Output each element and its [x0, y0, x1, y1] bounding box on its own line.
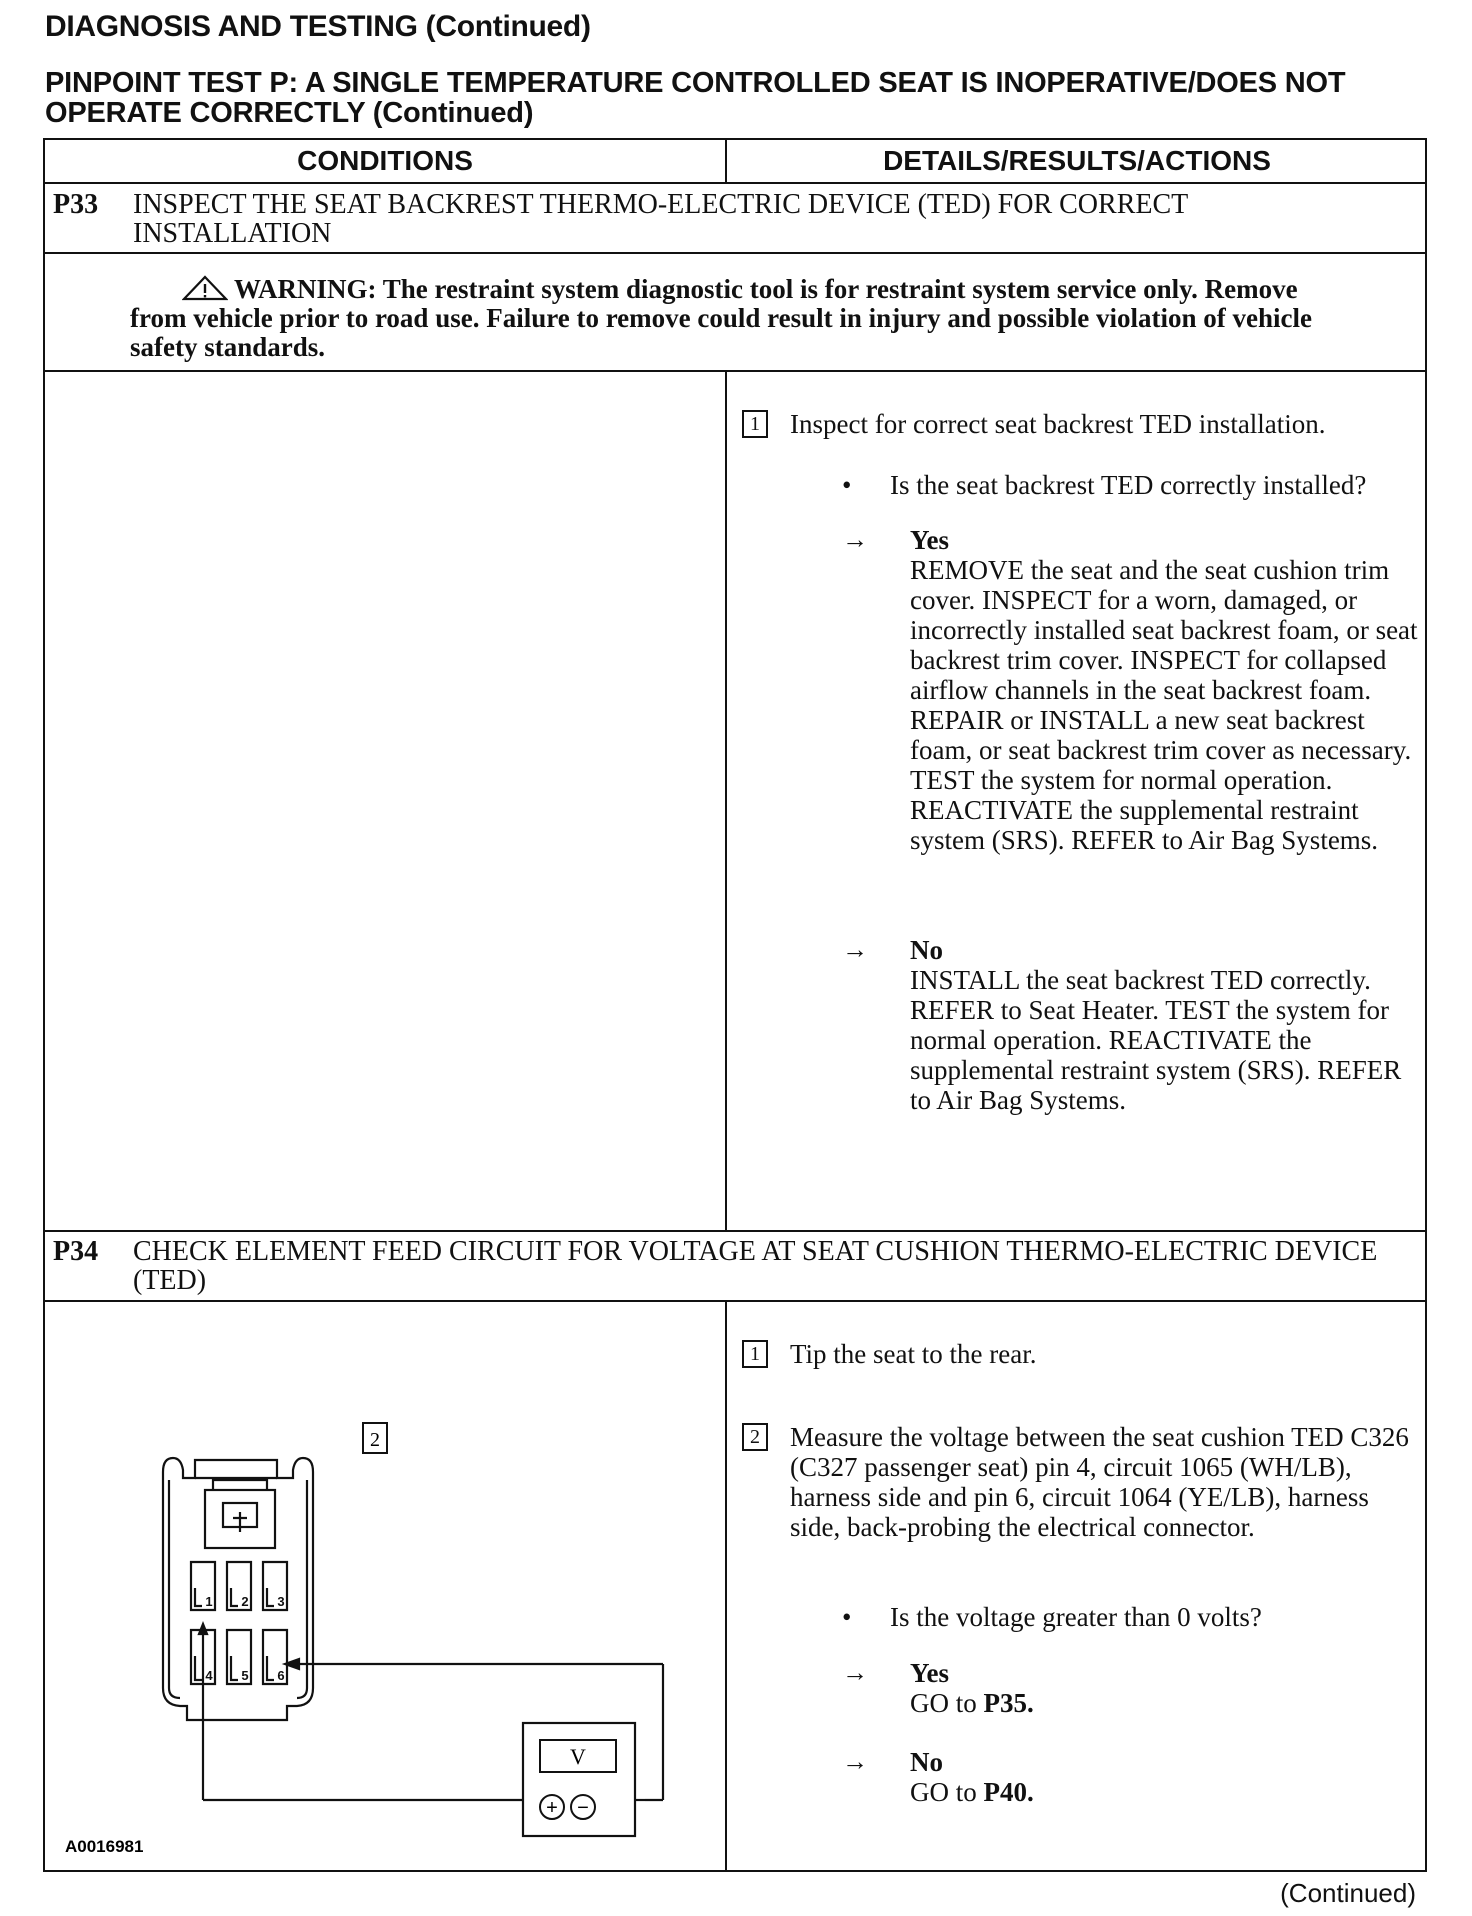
- pin-6-label: 6: [277, 1668, 285, 1683]
- arrow-right-icon: →: [842, 1658, 868, 1687]
- p34-details: [730, 1300, 1420, 1870]
- figure-step-label: 2: [370, 1429, 380, 1451]
- conditions-header: CONDITIONS: [297, 145, 473, 176]
- pin-3-label: 3: [277, 1594, 285, 1609]
- arrow-right-icon: →: [842, 935, 868, 964]
- question-text: Is the voltage greater than 0 volts?: [890, 1602, 1262, 1632]
- step-number-box: 2: [742, 1423, 768, 1451]
- yes-label: Yes: [910, 1658, 949, 1688]
- page-title: DIAGNOSIS AND TESTING (Continued): [45, 10, 591, 43]
- no-label: No: [910, 935, 943, 965]
- step-id: P34: [53, 1236, 99, 1267]
- plus-terminal-label: +: [546, 1797, 558, 1819]
- warning-text: WARNING: The restraint system diagnostic tool is for restraint system service only. Remove from vehicle prior to road use. Failure to remove could result in injury and possible violation of vehicle safety standards.: [130, 274, 1312, 362]
- pinpoint-test-title: PINPOINT TEST P: A SINGLE TEMPERATURE CONTROLLED SEAT IS INOPERATIVE/DOES NOT OPERATE CORRECTLY (Continued): [45, 67, 1346, 129]
- step-1-text: Inspect for correct seat backrest TED installation.: [790, 409, 1326, 439]
- arrow-right-icon: →: [842, 525, 868, 554]
- step-2-text: Measure the voltage between the seat cushion TED C326 (C327 passenger seat) pin 4, circuit 1065 (WH/LB), harness side and pin 6, circuit 1064 (YE/LB), harness side, back-probing the electrical connector.: [790, 1422, 1409, 1542]
- question-text: Is the seat backrest TED correctly installed?: [890, 470, 1367, 500]
- details-header: DETAILS/RESULTS/ACTIONS: [883, 145, 1271, 176]
- continued-note: (Continued): [1280, 1878, 1416, 1908]
- arrow-right-icon: →: [842, 1747, 868, 1776]
- yes-target: P35.: [983, 1688, 1034, 1718]
- bullet-icon: •: [842, 1602, 852, 1632]
- meter-display-label: V: [570, 1744, 586, 1769]
- connector-c326: [163, 1458, 313, 1720]
- p33-details: [730, 370, 1420, 1230]
- yes-label: Yes: [910, 525, 949, 555]
- bullet-icon: •: [842, 470, 852, 500]
- connector-voltage-diagram: [45, 140, 725, 1874]
- minus-terminal-label: −: [577, 1797, 589, 1819]
- no-go: GO to: [910, 1777, 977, 1807]
- yes-go: GO to: [910, 1688, 977, 1718]
- yes-text: REMOVE the seat and the seat cushion trim cover. INSPECT for a worn, damaged, or incorrectly installed seat backrest foam, or seat backrest trim cover. INSPECT for collapsed airflow channels in the seat backrest foam. REPAIR or INSTALL a new seat backrest foam, or seat backrest trim cover as necessary. TEST the system for normal operation. REACTIVATE the supplemental restraint system (SRS). REFER to Air Bag Systems.: [910, 555, 1418, 855]
- step-id: P33: [53, 189, 99, 220]
- step-title: INSPECT THE SEAT BACKREST THERMO-ELECTRIC DEVICE (TED) FOR CORRECT INSTALLATION: [133, 189, 1188, 249]
- pin-1-label: 1: [205, 1594, 213, 1609]
- no-label: No: [910, 1747, 943, 1777]
- pin-4-label: 4: [205, 1668, 213, 1683]
- pin-5-label: 5: [241, 1668, 249, 1683]
- voltmeter: [470, 1723, 645, 1836]
- step-title: CHECK ELEMENT FEED CIRCUIT FOR VOLTAGE AT SEAT CUSHION THERMO-ELECTRIC DEVICE (TED): [133, 1236, 1378, 1296]
- pin-2-label: 2: [241, 1594, 249, 1609]
- pinpoint-test-table: [43, 138, 1427, 1872]
- figure-code: A0016981: [65, 1837, 144, 1856]
- no-text: INSTALL the seat backrest TED correctly. REFER to Seat Heater. TEST the system for normal operation. REACTIVATE the supplemental restraint system (SRS). REFER to Air Bag Systems.: [910, 965, 1402, 1115]
- step-number-box: 1: [742, 410, 768, 438]
- step-1-text: Tip the seat to the rear.: [790, 1339, 1037, 1369]
- no-target: P40.: [983, 1777, 1034, 1807]
- step-number-box: 1: [742, 1340, 768, 1368]
